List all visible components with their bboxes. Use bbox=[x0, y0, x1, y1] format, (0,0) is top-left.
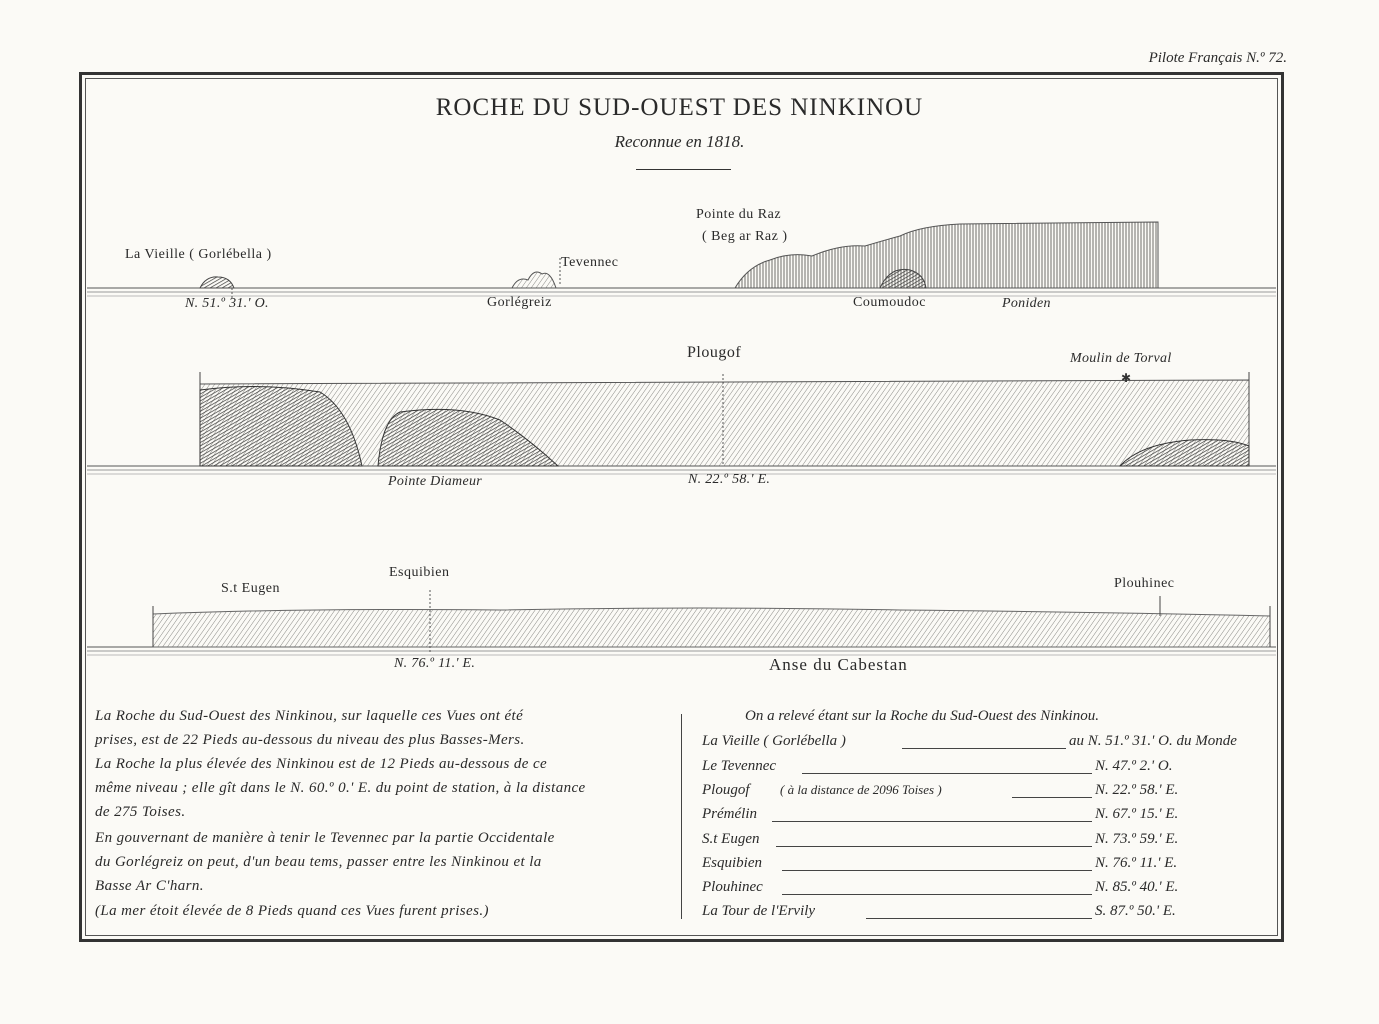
bearing-value: N. 67.º 15.' E. bbox=[1095, 806, 1179, 822]
label-esquibien: Esquibien bbox=[389, 565, 450, 580]
view-2-sea bbox=[87, 466, 1276, 474]
pointe-du-raz-cliffs bbox=[735, 222, 1158, 288]
label-anse-du-cabestan: Anse du Cabestan bbox=[769, 655, 908, 674]
label-la-vieille: La Vieille ( Gorlébella ) bbox=[125, 247, 272, 262]
label-beg-ar-raz: ( Beg ar Raz ) bbox=[702, 229, 788, 244]
bearing-name: Le Tevennec bbox=[702, 758, 777, 774]
bearing-value: N. 85.º 40.' E. bbox=[1095, 879, 1179, 895]
bearing-note: ( à la distance de 2096 Toises ) bbox=[780, 782, 942, 797]
note-line: prises, est de 22 Pieds au-dessous du niveau des plus Basses-Mers. bbox=[95, 732, 525, 748]
label-gorlegreiz: Gorlégreiz bbox=[487, 295, 552, 310]
label-st-eugen: S.t Eugen bbox=[221, 581, 280, 596]
bearing-name: Prémélin bbox=[702, 806, 757, 822]
label-view1-bearing: N. 51.º 31.' O. bbox=[185, 296, 269, 311]
bearing-name: Plouhinec bbox=[702, 879, 763, 895]
note-line: La Roche du Sud-Ouest des Ninkinou, sur laquelle ces Vues ont été bbox=[95, 708, 524, 724]
label-pointe-diameur: Pointe Diameur bbox=[388, 474, 483, 489]
label-plougof: Plougof bbox=[687, 344, 742, 361]
bearing-leader bbox=[782, 870, 1092, 871]
bearing-value: au N. 51.º 31.' O. du Monde bbox=[1069, 733, 1237, 749]
gorlegreiz-rocks bbox=[512, 272, 556, 288]
bearings-header: On a relevé étant sur la Roche du Sud-Ouest des Ninkinou. bbox=[745, 708, 1099, 724]
bearing-value: N. 22.º 58.' E. bbox=[1095, 782, 1179, 798]
label-moulin-de-torval: Moulin de Torval bbox=[1070, 351, 1172, 366]
bearing-leader bbox=[866, 918, 1092, 919]
note-line: La Roche la plus élevée des Ninkinou est de 12 Pieds au-dessous de ce bbox=[95, 756, 548, 772]
bearing-leader bbox=[902, 748, 1066, 749]
note-line: de 275 Toises. bbox=[95, 804, 186, 820]
bearing-name: Plougof bbox=[702, 782, 750, 798]
label-view2-bearing: N. 22.º 58.' E. bbox=[688, 472, 771, 487]
note-line: En gouvernant de manière à tenir le Tevennec par la partie Occidentale bbox=[95, 830, 555, 846]
cabestan-coastline bbox=[153, 608, 1270, 647]
bearing-leader bbox=[776, 846, 1092, 847]
note-line: même niveau ; elle gît dans le N. 60.º 0.' E. du point de station, à la distance bbox=[95, 780, 586, 796]
note-line: (La mer étoit élevée de 8 Pieds quand ces Vues furent prises.) bbox=[95, 903, 489, 919]
plate-subtitle: Reconnue en 1818. bbox=[614, 132, 745, 151]
view-1-sea bbox=[87, 288, 1276, 296]
bearing-leader bbox=[782, 894, 1092, 895]
bearing-value: N. 47.º 2.' O. bbox=[1095, 758, 1173, 774]
bearing-leader bbox=[772, 821, 1092, 822]
label-coumoudoc: Coumoudoc bbox=[853, 295, 926, 310]
view-3-sea bbox=[87, 647, 1276, 655]
plate-number: Pilote Français N.º 72. bbox=[1148, 50, 1287, 66]
windmill-icon: ✱ bbox=[1120, 371, 1132, 385]
label-pointe-du-raz: Pointe du Raz bbox=[696, 207, 782, 222]
label-view3-bearing: N. 76.º 11.' E. bbox=[394, 656, 476, 671]
bearing-leader bbox=[802, 773, 1092, 774]
plate-title: ROCHE DU SUD-OUEST DES NINKINOU bbox=[435, 94, 924, 121]
bearing-leader bbox=[1012, 797, 1092, 798]
bearing-name: S.t Eugen bbox=[702, 831, 760, 847]
note-line: du Gorlégreiz on peut, d'un beau tems, passer entre les Ninkinou et la bbox=[95, 854, 542, 870]
bearing-name: La Tour de l'Ervily bbox=[702, 903, 816, 919]
bearing-value: S. 87.º 50.' E. bbox=[1095, 903, 1176, 919]
column-divider bbox=[681, 714, 682, 919]
bearing-value: N. 76.º 11.' E. bbox=[1095, 855, 1178, 871]
bearing-value: N. 73.º 59.' E. bbox=[1095, 831, 1179, 847]
label-tevennec: Tevennec bbox=[561, 255, 619, 270]
la-vieille-rock bbox=[200, 277, 234, 288]
label-plouhinec: Plouhinec bbox=[1114, 576, 1175, 591]
bearing-name: Esquibien bbox=[702, 855, 762, 871]
note-line: Basse Ar C'harn. bbox=[95, 878, 204, 894]
label-poniden: Poniden bbox=[1002, 296, 1051, 311]
bearing-name: La Vieille ( Gorlébella ) bbox=[702, 733, 846, 749]
